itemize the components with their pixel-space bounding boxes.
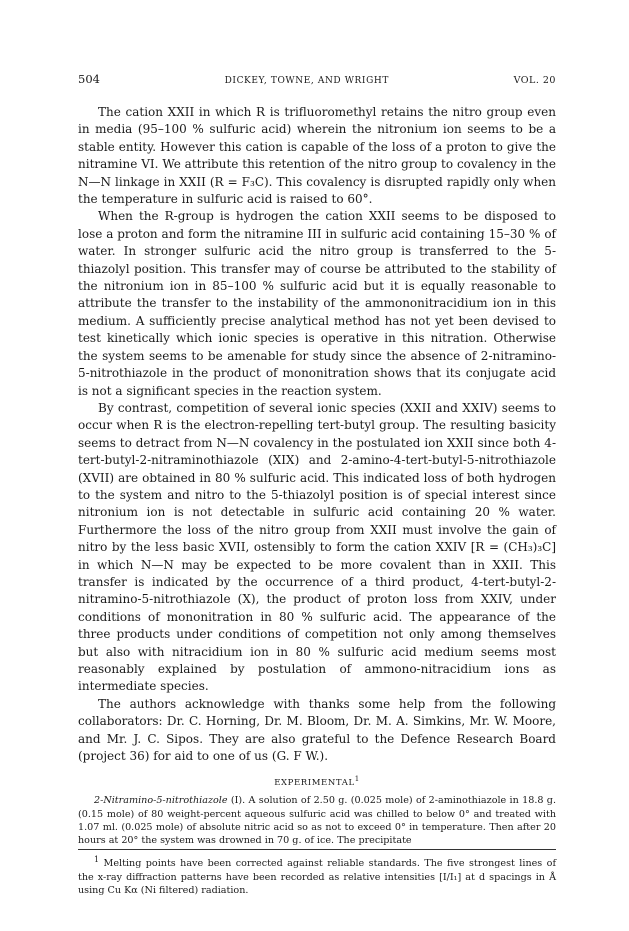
paragraph-1: The cation XXII in which R is trifluoromethyl retains the nitro group even in media (95–100 % sulfuric acid) wherein the nitronium ion seems to be a stable entity. However this cation is capable of the loss of a proton to give the nitramine VI. We attribute this retention of the nitro group to covalency in the N—N linkage in XXII (R = F₃C). This covalency is disrupted rapidly only when the temperature in sulfuric acid is raised to 60°.	[78, 105, 556, 207]
page-number: 504	[78, 72, 100, 86]
experimental-paragraph	[78, 794, 556, 847]
experimental-text: (I). A solution of 2.50 g. (0.025 mole) of 2-aminothiazole in 18.8 g. (0.15 mole) of 80 weight-percent aqueous sulfuric acid was chilled to below 0° and treated with 1.07 ml. (0.025 mole) of absolute nitric acid so as not to exceed 0° in temperature. Then after 20 hours at 20° the system was drowned in 70 g. of ice. The precipitate	[78, 795, 556, 847]
footnote-marker: 1	[94, 855, 100, 865]
section-heading-text: EXPERIMENTAL	[274, 778, 355, 789]
section-heading-experimental	[78, 775, 556, 788]
footnote-ref: 1	[354, 775, 360, 784]
running-head-volume: VOL. 20	[513, 75, 556, 86]
running-head	[78, 72, 556, 90]
paragraph-2: When the R-group is hydrogen the cation XXII seems to be disposed to lose a proton and form the nitramine III in sulfuric acid containing 15–30 % of water. In stronger sulfuric acid the nitro group is transferred to the 5-thiazolyl position. This transfer may of course be attributed to the stability of the nitronium ion in 85–100 % sulfuric acid but it is equally reasonable to attribute the transfer to the instability of the ammononitracidium ion in this medium. A sufficiently precise analytical method has not yet been devised to test kinetically which ionic species is operative in this nitration. Otherwise the system seems to be amenable for study since the absence of 2-nitramino-5-nitrothiazole in the product of mononitration shows that its conjugate acid is not a significant species in the reaction system.	[78, 209, 556, 398]
body-text	[78, 104, 556, 765]
paragraph-3: By contrast, competition of several ionic species (XXII and XXIV) seems to occur when R is the electron-repelling tert-butyl group. The resulting basicity seems to detract from N—N covalency in the postulated ion XXII since both 4-tert-butyl-2-nitraminothiazole (XIX) and 2-amino-4-tert-butyl-5-nitrothiazole (XVII) are obtained in 80 % sulfuric acid. This indicated loss of both hydrogen to the system and nitro to the 5-thiazolyl position is of special interest since nitronium ion is not detectable in sulfuric acid containing 20 % water. Furthermore the loss of the nitro group from XXII must involve the gain of nitro by the less basic XVII, ostensibly to form the cation XXIV [R = (CH₃)₃C] in which N—N may be expected to be more covalent than in XXII. This transfer is indicated by the occurrence of a third product, 4-tert-butyl-2-nitramino-5-nitrothiazole (X), the product of proton loss from XXIV, under conditions of mononitration in 80 % sulfuric acid. The appearance of the three products under conditions of competition not only among themselves but also with nitracidium ion in 80 % sulfuric acid medium seems most reasonably explained by postulation of ammono-nitracidium ions as intermediate species.	[78, 400, 556, 694]
experimental-section	[78, 794, 556, 847]
paragraph-4: The authors acknowledge with thanks some help from the following collaborators: Dr. C. Horning, Dr. M. Bloom, Dr. M. A. Simkins, Mr. W. Moore, and Mr. J. C. Sipos. They are also grateful to the Defence Research Board (project 36) for aid to one of us (G. F W.).	[78, 696, 556, 764]
footnote-divider	[78, 849, 556, 850]
running-head-authors: DICKEY, TOWNE, AND WRIGHT	[224, 76, 389, 86]
compound-name: 2-Nitramino-5-nitrothiazole	[94, 795, 228, 807]
footnote	[78, 853, 556, 897]
footnote-text: Melting points have been corrected against reliable standards. The five strongest lines of the x-ray diffraction patterns have been recorded as relative intensities [I/I₁] at d spacings in Å using Cu Kα (Ni filtered) radiation.	[78, 858, 556, 897]
journal-page	[78, 72, 556, 898]
footnote-paragraph	[78, 853, 556, 897]
